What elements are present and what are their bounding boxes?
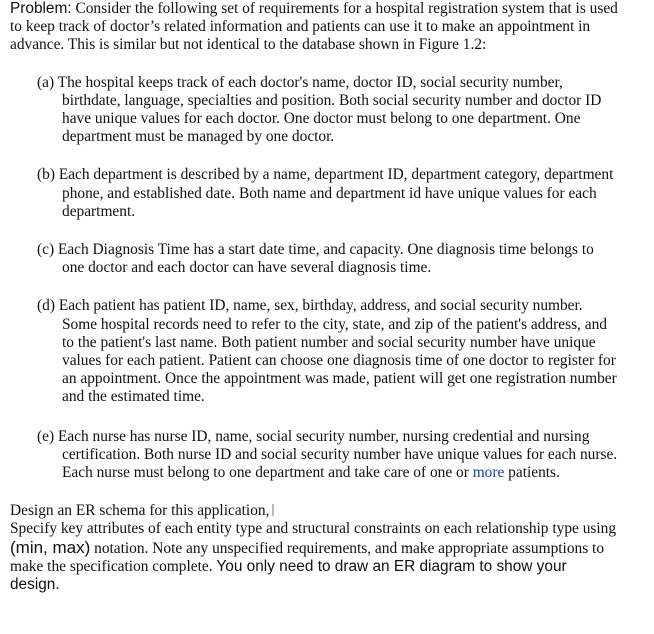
requirement-text: The hospital keeps track of each doctor's name, doctor ID, social security number, birthdate, language, specialties and position. Both social security number and doctor ID have unique values for each doctor. One doctor must belong to one department. One department must be managed by one doctor.: [57, 73, 602, 146]
problem-document: [10, 0, 618, 594]
specify-text-end: notation. Note any unspecified requirements, and make appropriate assumptions to make the specification complete.: [10, 539, 605, 575]
requirement-label: (d): [37, 297, 55, 315]
requirement-text-end: patients.: [504, 464, 560, 482]
design-line: [10, 502, 618, 520]
requirement-c: [10, 241, 618, 277]
problem-heading: Problem:: [10, 0, 72, 17]
requirement-label: (c): [37, 241, 55, 259]
requirement-b: [10, 166, 618, 221]
specify-text: Specify key attributes of each entity type and structural constraints on each relationship type using: [10, 520, 617, 538]
requirement-text: Each department is described by a name, department ID, department category, department phone, and established date. Both name and department id have unique values for each department.: [58, 166, 614, 220]
highlighted-word: more: [472, 464, 505, 482]
problem-intro: [10, 0, 618, 55]
requirement-text: Each Diagnosis Time has a start date time, and capacity. One diagnosis time belongs to one doctor and each doctor can have several diagnosis time.: [57, 241, 594, 277]
specify-paragraph: [10, 520, 618, 594]
requirement-d: [10, 297, 618, 406]
draw-instruction: You only need to draw an ER diagram to show your design.: [10, 557, 567, 594]
requirement-text: Each patient has patient ID, name, sex, birthday, address, and social security number. Some hospital records need to refer to the city, state, and zip of the patient's address, and to the patient's last name. Both patient number and social security number have unique values for each patient. Patient can choose one diagnosis time of one doctor to register for an appointment. Once the appointment was made, patient will get one registration number and the estimated time.: [58, 297, 617, 406]
requirement-label: (e): [37, 427, 55, 445]
requirement-e: [10, 428, 618, 483]
requirement-a: [10, 74, 618, 147]
requirement-label: (b): [37, 166, 55, 184]
problem-intro-text: Consider the following set of requirements for a hospital registration system that is used to keep track of doctor’s related information and patients can use it to make an appointment in advance. This is similar but not identical to the database shown in Figure 1.2:: [10, 0, 618, 54]
requirement-label: (a): [37, 73, 55, 91]
design-text: Design an ER schema for this application,: [10, 502, 270, 520]
requirement-text: Each nurse has nurse ID, name, social security number, nursing credential and nursing certification. Both nurse ID and social security number have unique values for each nurse. Each nurse must belong to one department and take care of one or: [57, 427, 618, 482]
text-cursor-icon: [272, 504, 274, 516]
min-max-notation: (min, max): [10, 537, 91, 557]
task-instructions: [10, 502, 618, 594]
